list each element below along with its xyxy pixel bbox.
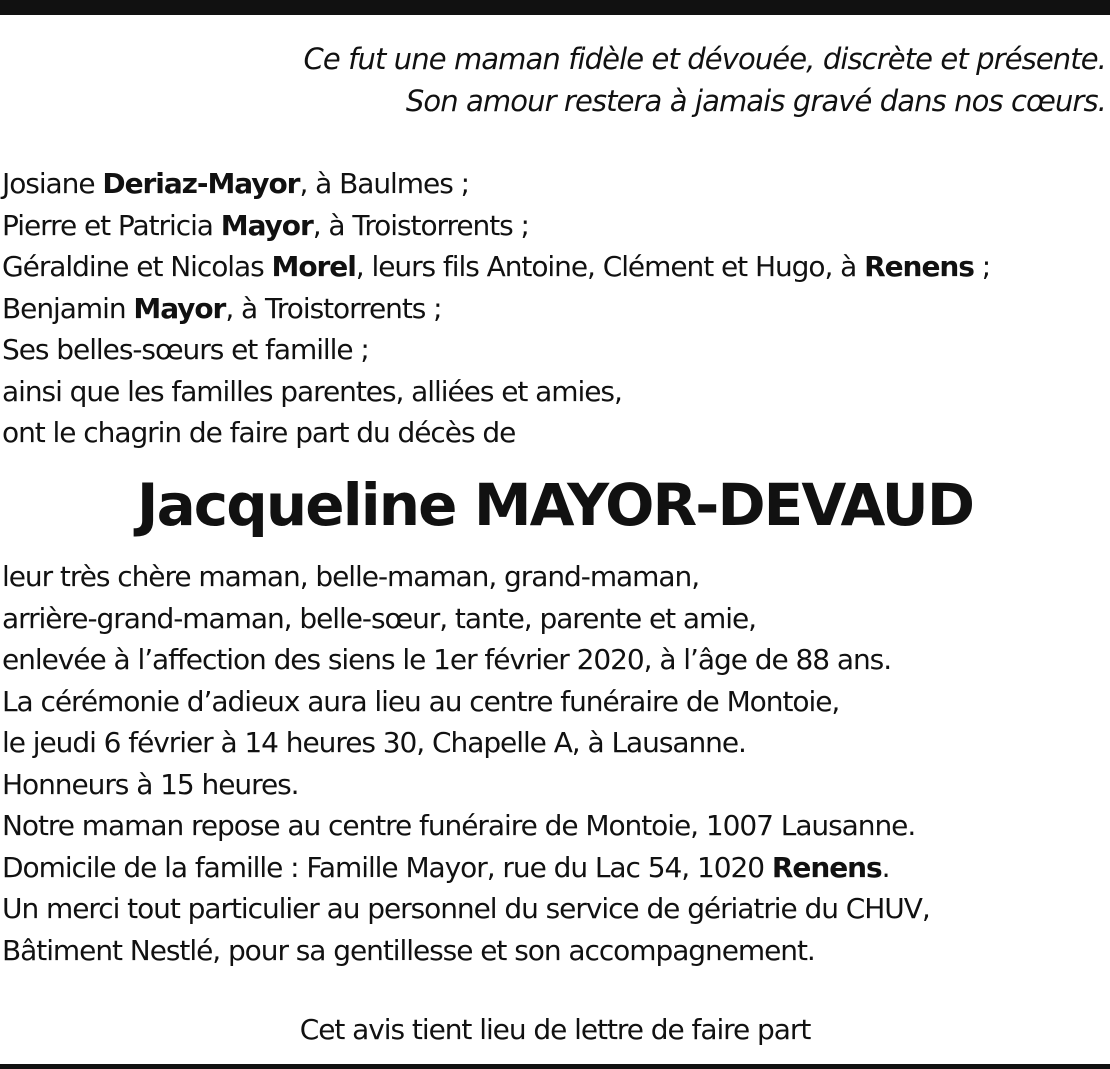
- mourner-text: ainsi que les familles parentes, alliées et amies,: [2, 374, 622, 408]
- mourner-surname: Mayor: [133, 291, 226, 325]
- ceremony-line: le jeudi 6 février à 14 heures 30, Chapelle A, à Lausanne.: [2, 726, 746, 759]
- mourner-surname: Deriaz-Mayor: [102, 167, 300, 200]
- mourner-surname: Morel: [271, 250, 356, 283]
- mourner-surname: Mayor: [220, 208, 313, 242]
- mourner-text: ;: [973, 250, 991, 283]
- family-address-text: .: [881, 850, 890, 884]
- mourner-text: , à Baulmes ;: [299, 167, 469, 200]
- announcement-line: arrière-grand-maman, belle-sœur, tante, parente et amie,: [2, 601, 757, 635]
- epigraph: [106, 38, 1106, 122]
- mourner-line: [2, 412, 1108, 454]
- ceremony-line: La cérémonie d’adieux aura lieu au centre funéraire de Montoie,: [2, 684, 840, 718]
- closing-note: Cet avis tient lieu de lettre de faire part: [299, 1013, 811, 1046]
- mourner-text: Josiane: [2, 167, 103, 200]
- announcement-line: leur très chère maman, belle-maman, grand-maman,: [2, 560, 700, 593]
- mourner-text: Pierre et Patricia: [2, 208, 221, 242]
- mourner-line: [2, 371, 1108, 413]
- mourners-list: [2, 163, 1108, 454]
- mourner-text: , à Troistorrents ;: [312, 208, 529, 242]
- deceased-name: Jacqueline MAYOR-DEVAUD: [136, 471, 974, 539]
- mourner-line: [2, 163, 1108, 205]
- mourner-text: Géraldine et Nicolas: [2, 250, 272, 283]
- family-address-text: Domicile de la famille : Famille Mayor, rue du Lac 54, 1020: [2, 850, 772, 884]
- mourner-line: [2, 329, 1108, 371]
- epigraph-line-2: Son amour restera à jamais gravé dans nos cœurs.: [405, 84, 1106, 118]
- announcement-text: [2, 556, 1108, 971]
- epigraph-line-1: Ce fut une maman fidèle et dévouée, discrète et présente.: [303, 42, 1106, 76]
- mourner-line: [2, 288, 1108, 330]
- thanks-line: Un merci tout particulier au personnel du service de gériatrie du CHUV,: [2, 892, 930, 925]
- mourner-text: , leurs fils Antoine, Clément et Hugo, à: [355, 250, 865, 283]
- honours-line: Honneurs à 15 heures.: [2, 767, 299, 801]
- announcement-line: enlevée à l’affection des siens le 1er février 2020, à l’âge de 88 ans.: [2, 643, 892, 676]
- mourner-text: ont le chagrin de faire part du décès de: [2, 416, 516, 449]
- mourner-text: Benjamin: [2, 291, 134, 325]
- family-address-line: [2, 847, 1108, 889]
- family-address-town: Renens: [771, 850, 882, 884]
- thanks-line: Bâtiment Nestlé, pour sa gentillesse et son accompagnement.: [2, 933, 815, 967]
- mourner-line: [2, 205, 1108, 247]
- mourner-line: [2, 246, 1108, 288]
- top-border-rule: [0, 0, 1110, 15]
- mourner-town: Renens: [864, 250, 974, 283]
- rest-location-line: Notre maman repose au centre funéraire de Montoie, 1007 Lausanne.: [2, 809, 916, 842]
- mourner-text: , à Troistorrents ;: [225, 291, 442, 325]
- mourner-text: Ses belles-sœurs et famille ;: [2, 333, 369, 366]
- bottom-border-rule: [0, 1064, 1110, 1069]
